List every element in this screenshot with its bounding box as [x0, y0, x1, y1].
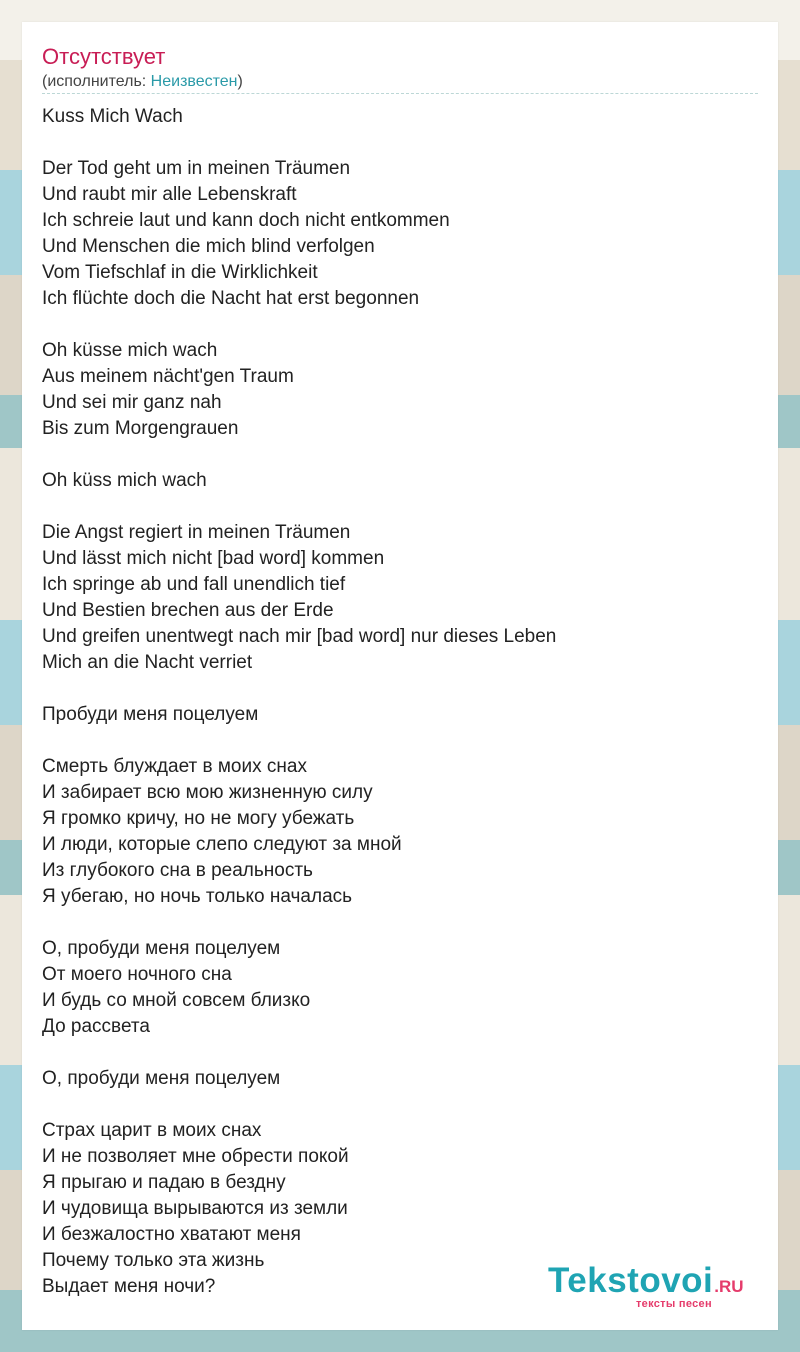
artist-prefix: (исполнитель: [42, 73, 151, 90]
artist-suffix: ) [237, 73, 243, 90]
lyrics-card [22, 22, 778, 1330]
artist-line [42, 72, 243, 92]
logo-tld: .RU [714, 1277, 744, 1296]
logo-tagline: тексты песен [636, 1298, 712, 1310]
logo-wordmark: Tekstovoi [548, 1261, 714, 1300]
divider [42, 93, 758, 94]
artist-link[interactable]: Неизвестен [150, 73, 238, 90]
lyrics-text: Kuss Mich Wach Der Tod geht um in meinen Träumen Und raubt mir alle Lebenskraft Ich schreie laut und kann doch nicht entkommen Und Menschen die mich blind verfolgen Vom Tiefschlaf in die Wirklichkeit Ich flüchte doch die Nacht hat erst begonnen Oh küsse mich wach Aus meinem nächt'gen Traum Und sei mir ganz nah Bis zum Morgengrauen Oh küss mich wach Die Angst regiert in meinen Träumen Und lässt mich nicht [bad word] kommen Ich springe ab und fall unendlich tief Und Bestien brechen aus der Erde Und greifen unentwegt nach mir [bad word] nur dieses Leben Mich an die Nacht verriet Пробуди меня поцелуем Смерть блуждает в моих снах И забирает всю мою жизненную силу Я громко кричу, но не могу убежать И люди, которые слепо следуют за мной Из глубокого сна в реальность Я убегаю, но ночь только началась О, пробуди меня поцелуем От моего ночного сна И будь со мной совсем близко До рассвета О, пробуди меня поцелуем Страх царит в моих снах И не позволяет мне обрести покой Я прыгаю и падаю в бездну И чудовища вырываются из земли И безжалостно хватают меня Почему только эта жизнь Выдает меня ночи? [42, 106, 557, 1297]
song-title: Отсутствует [42, 44, 166, 69]
site-logo[interactable] [548, 1262, 758, 1312]
